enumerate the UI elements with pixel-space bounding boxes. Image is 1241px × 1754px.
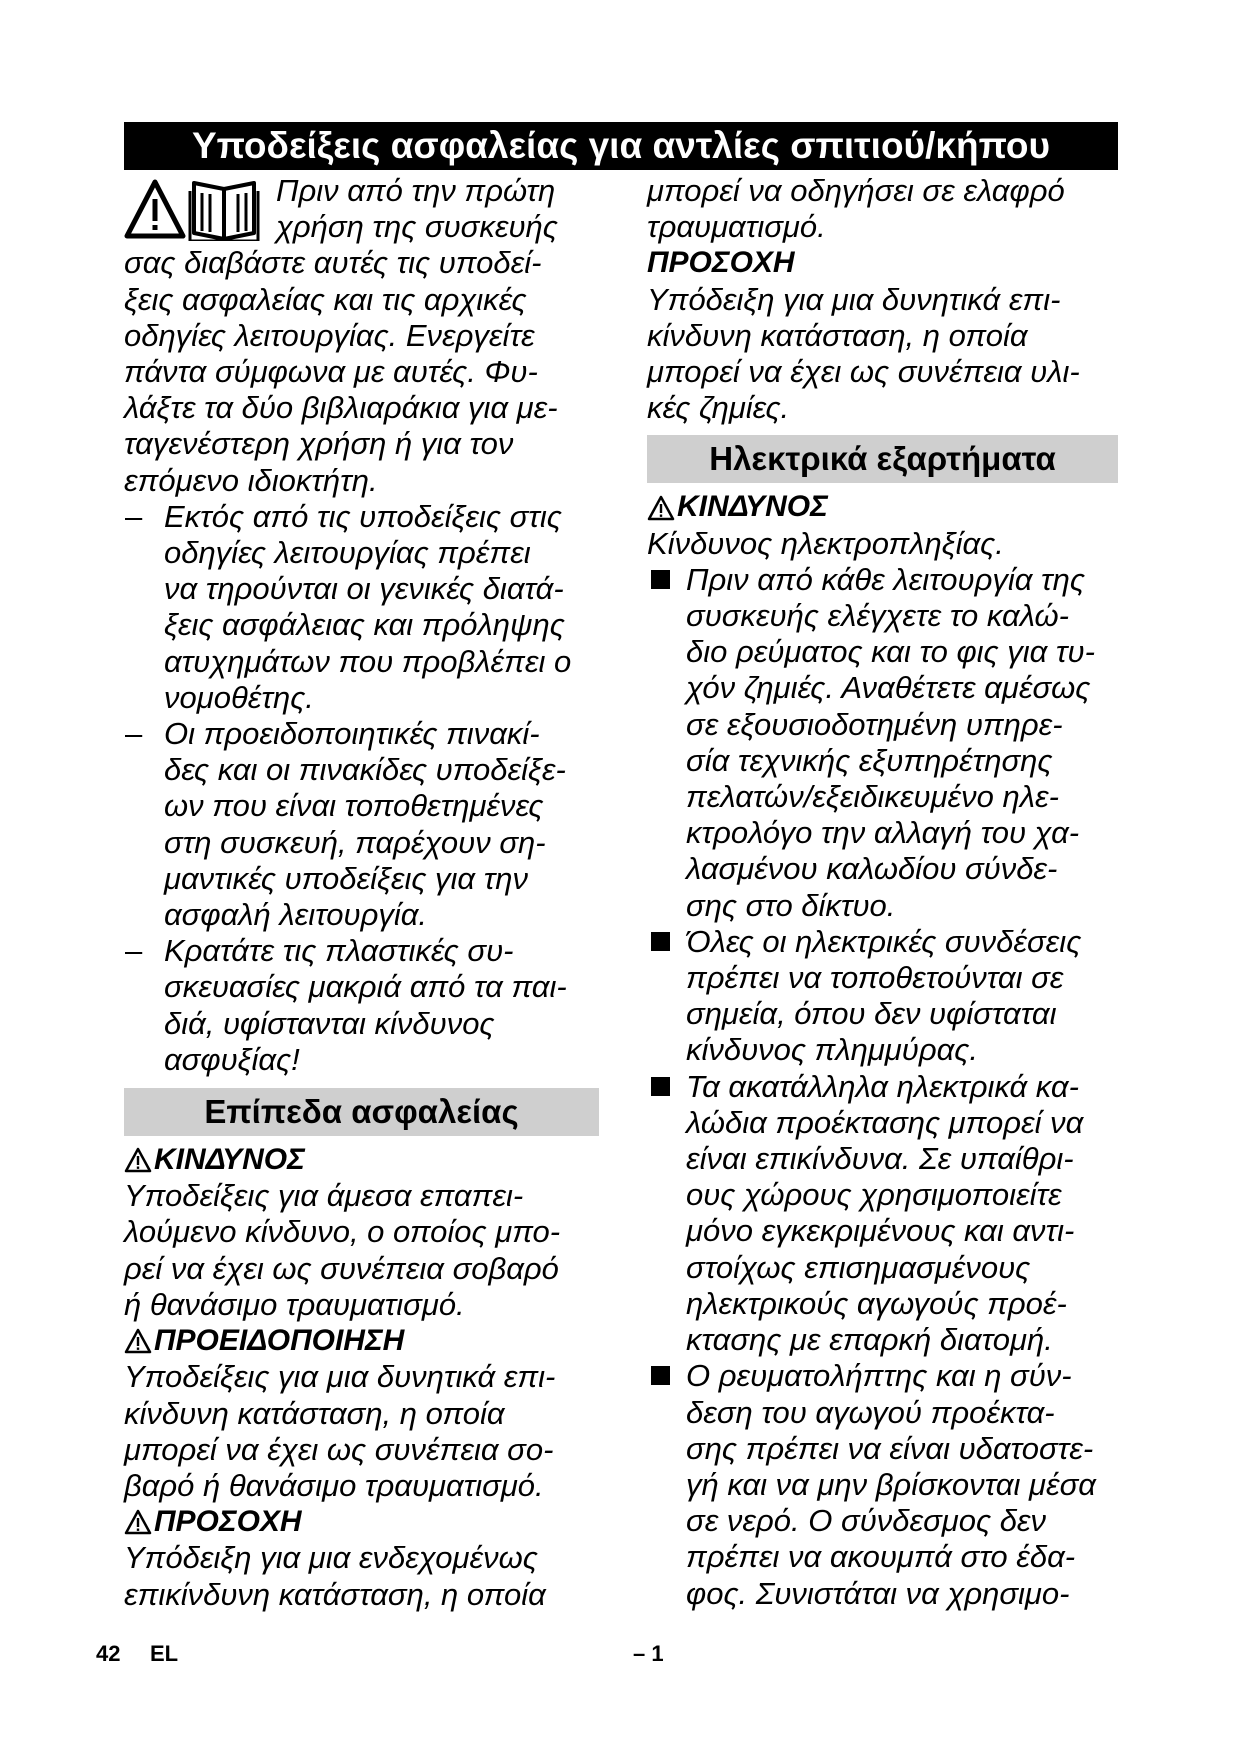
right-column [647, 173, 1118, 1612]
text-line: μόνο εγκεκριμένους και αντι- [686, 1213, 1075, 1249]
notice-label: ΠΡΟΣΟΧΗ [647, 246, 795, 280]
text-line: σκευασίες μακριά από τα παι- [164, 969, 567, 1005]
text-line: Κρατάτε τις πλαστικές συ- [164, 933, 514, 969]
page-title: Υποδείξεις ασφαλείας για αντλίες σπιτιού/κήπου [124, 122, 1118, 170]
warning-and-manual-icons [124, 179, 262, 241]
footer-page-number: 42 [96, 1641, 121, 1666]
caution-description-continued [647, 173, 1118, 245]
text-line: κτασης με επαρκή διατομή. [686, 1322, 1053, 1358]
text-line: ξεις ασφάλειας και πρόληψης [164, 607, 565, 643]
text-line: ους χώρους χρησιμοποιείτε [686, 1177, 1062, 1213]
text-line: λασμένου καλωδίου σύνδε- [686, 851, 1058, 887]
warning-description [124, 1359, 599, 1504]
text-line: κίνδυνη κατάσταση, η οποία [124, 1395, 505, 1431]
text-line: σης πρέπει να είναι υδατοστε- [686, 1430, 1094, 1466]
text-line: μπορεί να έχει ως συνέπεια σο- [124, 1431, 554, 1467]
danger-signal-word [647, 489, 1118, 525]
text-line: οδηγίες λειτουργίας. Ενεργείτε [124, 317, 535, 353]
dash-marker: – [125, 498, 143, 534]
text-line: είναι επικίνδυνα. Σε υπαίθρι- [686, 1141, 1074, 1177]
danger-description [124, 1178, 599, 1323]
text-line: Υπόδειξη για μια δυνητικά επι- [647, 281, 1061, 317]
footer-sub-page: – 1 [633, 1641, 664, 1666]
intro-paragraph [124, 173, 599, 499]
text-line: διά, υφίστανται κίνδυνος [164, 1005, 495, 1041]
text-line: Πριν από την πρώτη [276, 173, 556, 208]
text-line: μαντικές υποδείξεις για την [164, 860, 529, 896]
text-line: λώδια προέκτασης μπορεί να [686, 1104, 1084, 1140]
dash-list-item [124, 716, 599, 933]
text-line: σία τεχνικής εξυπηρέτησης [686, 742, 1053, 778]
text-line: στη συσκευή, παρέχουν ση- [164, 824, 546, 860]
text-line: νομοθέτης. [164, 679, 314, 715]
text-line: ασφυξίας! [164, 1041, 300, 1077]
text-line: επικίνδυνη κατάσταση, η οποία [124, 1576, 546, 1612]
bullet-list-item [647, 1069, 1118, 1359]
notice-description [647, 282, 1118, 427]
text-line: πρέπει να ακουμπά στο έδα- [686, 1539, 1076, 1575]
text-line: φος. Συνιστάται να χρησιμο- [686, 1575, 1070, 1611]
hazard-triangle-icon [124, 1509, 152, 1535]
text-line: μπορεί να οδηγήσει σε ελαφρό [647, 173, 1065, 208]
danger-label: ΚΙΝΔΥΝΟΣ [154, 1143, 305, 1177]
section-heading-electrical: Ηλεκτρικά εξαρτήματα [647, 435, 1118, 483]
caution-label: ΠΡΟΣΟΧΗ [154, 1505, 302, 1539]
caution-signal-word [124, 1504, 599, 1540]
dash-list-item [124, 499, 599, 716]
dash-list-item [124, 933, 599, 1078]
warning-signal-word [124, 1323, 599, 1359]
text-line: Πριν από κάθε λειτουργία της [686, 561, 1085, 597]
text-line: ασφαλή λειτουργία. [164, 897, 428, 933]
notice-signal-word [647, 245, 1118, 281]
text-line: Υποδείξεις για μια δυνητικά επι- [124, 1359, 556, 1395]
text-line: Όλες οι ηλεκτρικές συνδέσεις [686, 923, 1082, 959]
text-line: Υποδείξεις για άμεσα επαπει- [124, 1178, 524, 1214]
text-line: βαρό ή θανάσιμο τραυματισμό. [124, 1467, 544, 1503]
manual-book-icon [190, 183, 258, 241]
bullet-list-item [647, 1358, 1118, 1611]
text-line: σε εξουσιοδοτημένη υπηρε- [686, 706, 1063, 742]
text-line: μπορεί να έχει ως συνέπεια υλι- [647, 354, 1080, 390]
text-line: κίνδυνος πλημμύρας. [686, 1032, 978, 1068]
text-line: ατυχημάτων που προβλέπει ο [164, 643, 572, 679]
text-line: διο ρεύματος και το φις για τυ- [686, 634, 1095, 670]
square-bullet-icon [651, 1077, 670, 1096]
text-line: κίνδυνη κατάσταση, η οποία [647, 317, 1028, 353]
text-line: οδηγίες λειτουργίας πρέπει [164, 535, 531, 571]
caution-description [124, 1540, 599, 1612]
square-bullet-icon [651, 570, 670, 589]
text-line: συσκευής ελέγχετε το καλώ- [686, 598, 1069, 634]
left-column [124, 173, 599, 1613]
text-line: πρέπει να τοποθετούνται σε [686, 960, 1064, 996]
text-line: ή θανάσιμο τραυματισμό. [124, 1286, 465, 1322]
text-line: ων που είναι τοποθετημένες [164, 788, 544, 824]
text-line: χρήση της συσκευής [276, 209, 558, 245]
text-line: πάντα σύμφωνα με αυτές. Φυ- [124, 354, 538, 390]
text-line: τραυματισμό. [647, 209, 826, 245]
text-line: σημεία, όπου δεν υφίσταται [686, 996, 1057, 1032]
square-bullet-icon [651, 1366, 670, 1385]
warning-triangle-icon [127, 182, 183, 236]
text-line: ηλεκτρικούς αγωγούς προέ- [686, 1285, 1067, 1321]
text-line: Ο ρευματολήπτης και η σύν- [686, 1358, 1072, 1394]
text-line: σης στο δίκτυο. [686, 887, 896, 923]
hazard-triangle-icon [647, 495, 675, 521]
text-line: δες και οι πινακίδες υποδείξε- [164, 752, 566, 788]
text-line: Εκτός από τις υποδείξεις στις [164, 498, 562, 534]
text-line: κτρολόγο την αλλαγή του χα- [686, 815, 1080, 851]
text-line: επόμενο ιδιοκτήτη. [124, 462, 378, 498]
dash-marker: – [125, 933, 143, 969]
hazard-triangle-icon [124, 1328, 152, 1354]
text-line: στοίχως επισημασμένους [686, 1249, 1031, 1285]
danger-description [647, 526, 1118, 562]
square-bullet-icon [651, 932, 670, 951]
text-line: ξεις ασφαλείας και τις αρχικές [124, 281, 527, 317]
text-line: δεση του αγωγού προέκτα- [686, 1394, 1055, 1430]
text-line: χόν ζημιές. Αναθέτετε αμέσως [686, 670, 1091, 706]
text-line: Υπόδειξη για μια ενδεχομένως [124, 1540, 538, 1576]
text-line: γή και να μην βρίσκονται μέσα [686, 1466, 1096, 1502]
text-line: λούμενο κίνδυνο, ο οποίος μπο- [124, 1214, 561, 1250]
danger-label: ΚΙΝΔΥΝΟΣ [677, 490, 828, 524]
text-line: ρεί να έχει ως συνέπεια σοβαρό [124, 1250, 559, 1286]
text-line: κές ζημίες. [647, 390, 790, 426]
text-line: Τα ακατάλληλα ηλεκτρικά κα- [686, 1068, 1079, 1104]
dash-marker: – [125, 716, 143, 752]
text-line: ταγενέστερη χρήση ή για τον [124, 426, 514, 462]
text-line: σας διαβάστε αυτές τις υποδεί- [124, 245, 542, 281]
text-line: να τηρούνται οι γενικές διατά- [164, 571, 564, 607]
section-heading-safety-levels: Επίπεδα ασφαλείας [124, 1088, 599, 1136]
text-line: πελατών/εξειδικευμένο ηλε- [686, 779, 1059, 815]
bullet-list-item [647, 562, 1118, 924]
text-line: σε νερό. Ο σύνδεσμος δεν [686, 1503, 1047, 1539]
text-line: Οι προειδοποιητικές πινακί- [164, 716, 540, 752]
text-line: Κίνδυνος ηλεκτροπληξίας. [647, 525, 1004, 561]
footer-language: EL [150, 1641, 179, 1666]
danger-signal-word [124, 1142, 599, 1178]
hazard-triangle-icon [124, 1147, 152, 1173]
text-line: λάξτε τα δύο βιβλιαράκια για με- [124, 390, 558, 426]
bullet-list-item [647, 924, 1118, 1069]
warning-label: ΠΡΟΕΙΔΟΠΟΙΗΣΗ [154, 1324, 405, 1358]
